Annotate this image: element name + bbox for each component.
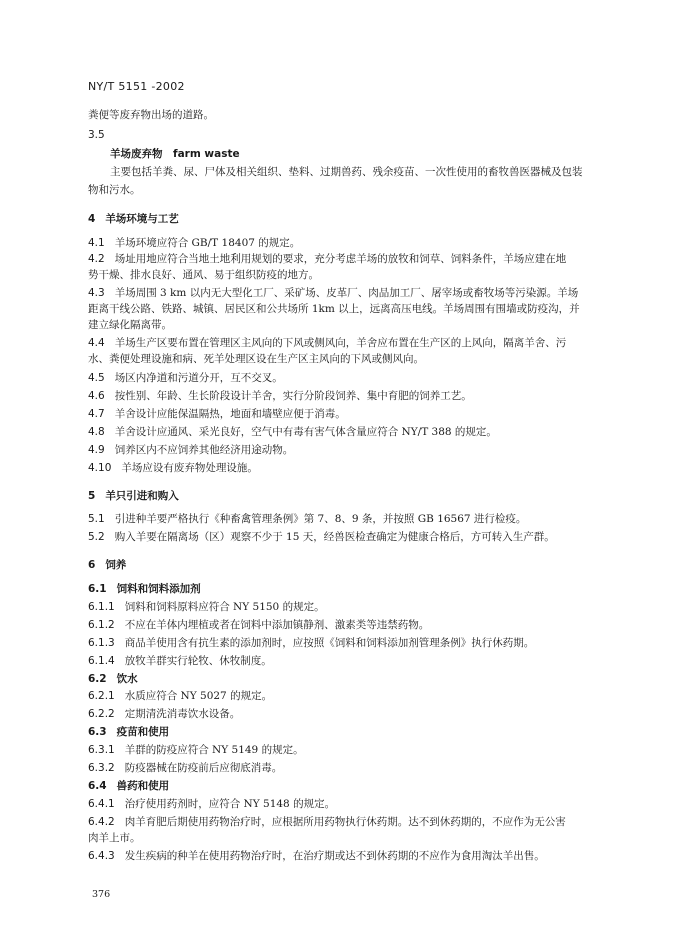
clause-line: 4.9 饲养区内不应饲养其他经济用途动物。 xyxy=(88,444,294,456)
clause-line: 5.2 购入羊要在隔离场（区）观察不少于 15 天，经兽医检查确定为健康合格后，方可转入生产群。 xyxy=(88,531,555,543)
term-heading: 羊场废弃物 farm waste xyxy=(110,148,240,160)
clause-line: 4.10 羊场应设有废弃物处理设施。 xyxy=(88,462,258,474)
clause-line: 6.4.2 肉羊育肥后期使用药物治疗时，应根据所用药物执行休药期。达不到休药期的，不应作为无公害 xyxy=(88,816,566,828)
clause-line: 4.7 羊舍设计应能保温隔热，地面和墙壁应便于消毒。 xyxy=(88,408,346,420)
text-line: 粪便等废弃物出场的道路。 xyxy=(88,109,214,121)
subsection-heading: 6.3 疫苗和使用 xyxy=(88,726,170,738)
section-heading: 4 羊场环境与工艺 xyxy=(88,213,179,225)
subsection-heading: 6.1 饲料和饲料添加剂 xyxy=(88,583,201,595)
clause-line: 4.6 按性别、年龄、生长阶段设计羊舍，实行分阶段饲养、集中育肥的饲养工艺。 xyxy=(88,390,472,402)
clause-line: 4.3 羊场周围 3 km 以内无大型化工厂、采矿场、皮革厂、肉品加工厂、屠宰场或畜牧场等污染源。羊场 xyxy=(88,287,579,299)
clause-line: 6.1.4 放牧羊群实行轮牧、休牧制度。 xyxy=(88,655,272,667)
subsection-heading: 6.4 兽药和使用 xyxy=(88,780,170,792)
section-heading: 5 羊只引进和购入 xyxy=(88,490,179,502)
text-line: 肉羊上市。 xyxy=(88,832,141,844)
subsection-heading: 6.2 饮水 xyxy=(88,673,138,685)
clause-line: 6.2.1 水质应符合 NY 5027 的规定。 xyxy=(88,690,273,702)
clause-line: 6.4.3 发生疾病的种羊在使用药物治疗时，在治疗期或达不到休药期的不应作为食用淘汰羊出售。 xyxy=(88,850,545,862)
clause-line: 4.8 羊舍设计应通风、采光良好，空气中有毒有害气体含量应符合 NY/T 388 的规定。 xyxy=(88,426,497,438)
text-line: 建立绿化隔离带。 xyxy=(88,319,172,331)
clause-line: 6.1.3 商品羊使用含有抗生素的添加剂时，应按照《饲料和饲料添加剂管理条例》执行休药期。 xyxy=(88,637,535,649)
clause-line: 4.4 羊场生产区要布置在管理区主风向的下风或侧风向，羊舍应布置在生产区的上风向，隔离羊舍、污 xyxy=(88,337,567,349)
text-line: 主要包括羊粪、尿、尸体及相关组织、垫料、过期兽药、残余疫苗、一次性使用的畜牧兽医器械及包装 xyxy=(110,166,583,178)
text-line: 水、粪便处理设施和病、死羊处理区设在生产区主风向的下风或侧风向。 xyxy=(88,353,424,365)
text-line: 距离干线公路、铁路、城镇、居民区和公共场所 1km 以上，远离高压电线。羊场周围有围墙或防疫沟，并 xyxy=(88,303,580,315)
clause-line: 6.1.1 饲料和饲料原料应符合 NY 5150 的规定。 xyxy=(88,601,325,613)
clause-line: 4.1 羊场环境应符合 GB/T 18407 的规定。 xyxy=(88,237,301,249)
clause-line: 6.4.1 治疗使用药剂时，应符合 NY 5148 的规定。 xyxy=(88,798,336,810)
text-line: 势干燥、排水良好、通风、易于组织防疫的地方。 xyxy=(88,269,319,281)
clause-line: 6.3.1 羊群的防疫应符合 NY 5149 的规定。 xyxy=(88,744,304,756)
clause-line: 4.5 场区内净道和污道分开，互不交叉。 xyxy=(88,372,283,384)
clause-line: 6.2.2 定期清洗消毒饮水设备。 xyxy=(88,708,241,720)
page-number: 376 xyxy=(92,889,111,900)
clause-line: 4.2 场址用地应符合当地土地利用规划的要求，充分考虑羊场的放牧和饲草、饲料条件，羊场应建在地 xyxy=(88,253,567,265)
clause-line: 6.1.2 不应在羊体内埋植或者在饲料中添加镇静剂、激素类等违禁药物。 xyxy=(88,619,430,631)
section-heading: 6 饲养 xyxy=(88,559,127,571)
section-number: 3.5 xyxy=(88,129,105,141)
clause-line: 6.3.2 防疫器械在防疫前后应彻底消毒。 xyxy=(88,762,283,774)
text-line: 物和污水。 xyxy=(88,184,141,196)
standard-code-header: NY/T 5151 -2002 xyxy=(88,80,185,93)
clause-line: 5.1 引进种羊要严格执行《种畜禽管理条例》第 7、8、9 条，并按照 GB 16567 进行检疫。 xyxy=(88,513,527,525)
